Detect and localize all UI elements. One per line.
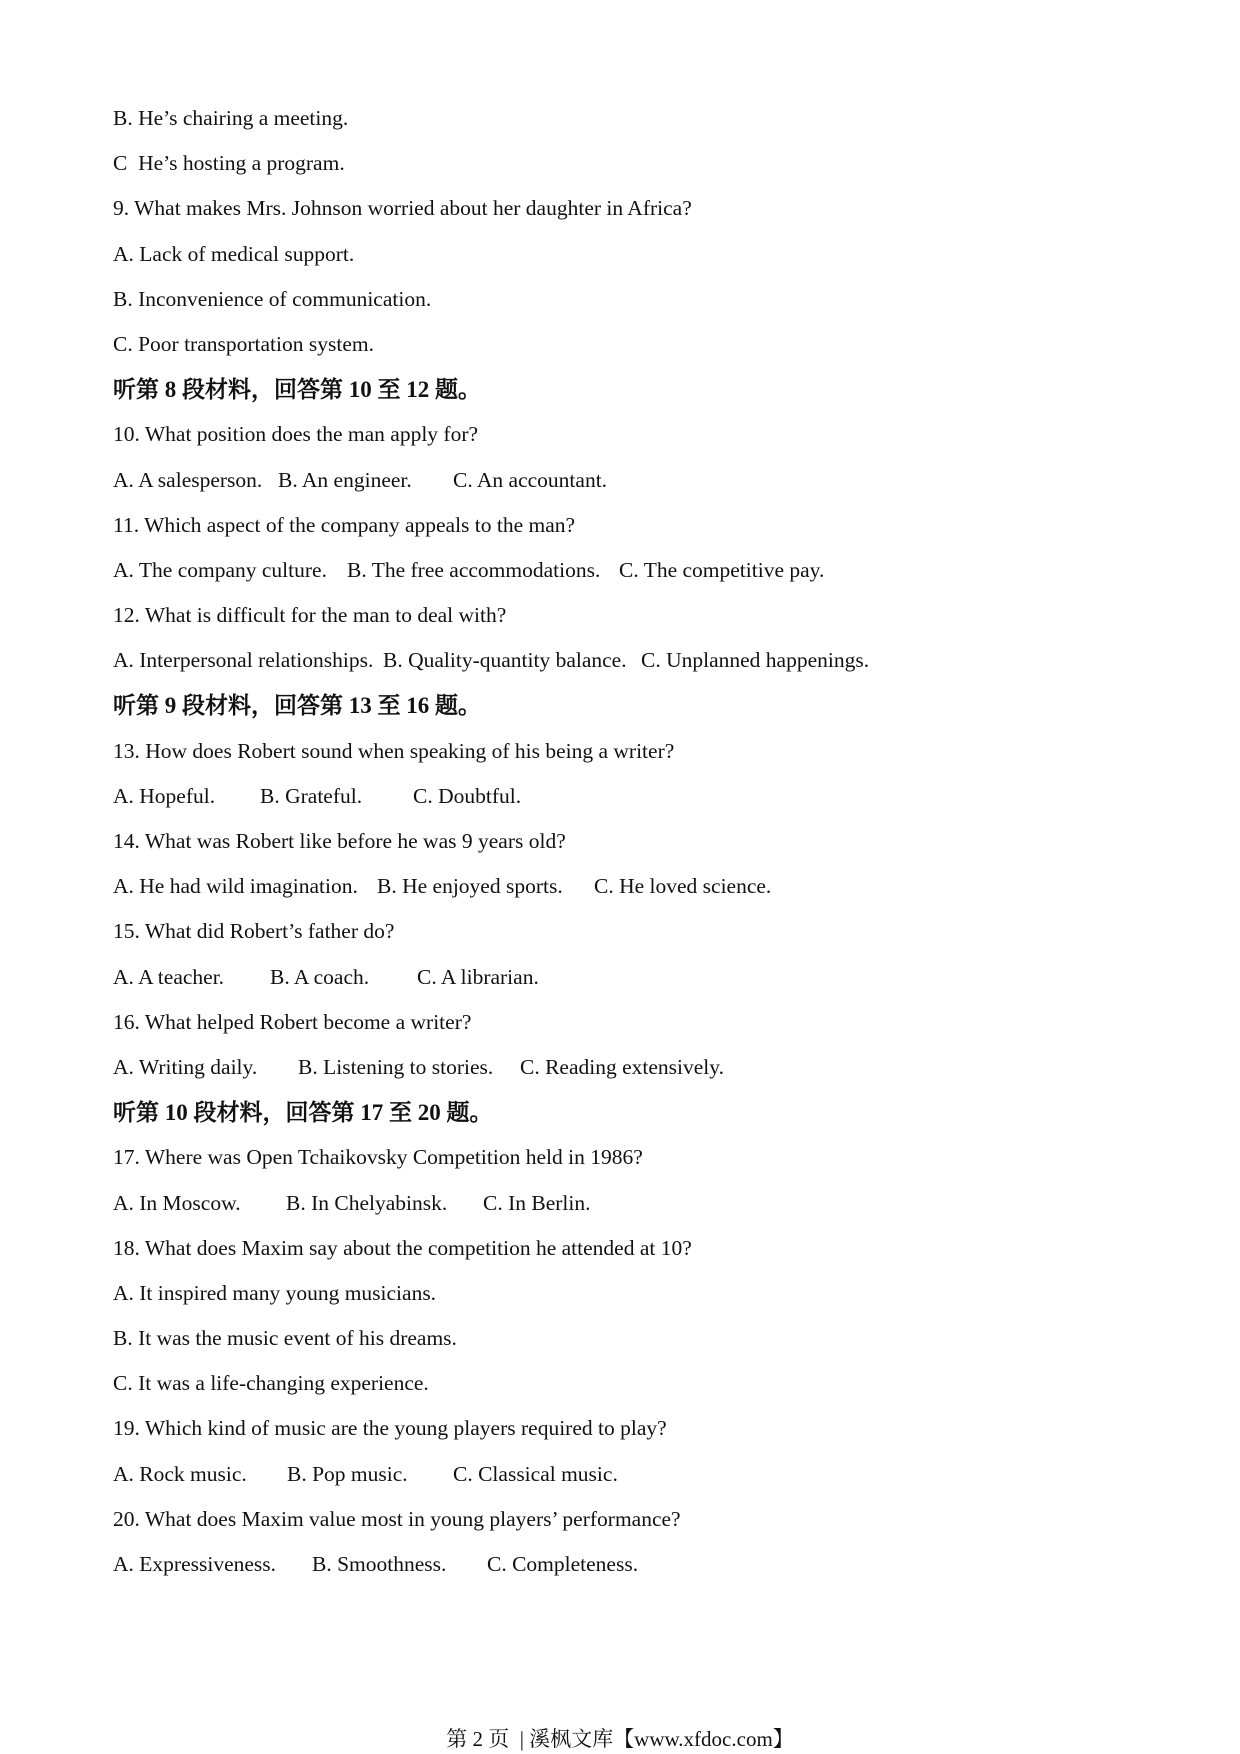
q10-option-b: B. An engineer. (278, 467, 412, 492)
q15-option-a: A. A teacher. (113, 964, 225, 989)
q17-question: 17. Where was Open Tchaikovsky Competition held in 1986? (113, 1145, 643, 1170)
q14-option-a: A. He had wild imagination. (113, 874, 358, 899)
q12-option-b: B. Quality-quantity balance. (383, 648, 627, 673)
q16-options (113, 1045, 1153, 1090)
q12-option-a: A. Interpersonal relationships. (113, 648, 374, 673)
page-footer: 第 2 页 | 溪枫文库【www.xfdoc.com】 (446, 1727, 794, 1751)
q14-option-c: C. He loved science. (594, 874, 772, 899)
q12-options (113, 638, 1153, 683)
q13-option-b: B. Grateful. (260, 783, 363, 808)
q19-option-b: B. Pop music. (287, 1461, 408, 1486)
q15-options (113, 955, 1153, 1000)
section-10-heading: 听第 10 段材料，回答第 17 至 20 题。 (113, 1100, 493, 1126)
q15-option-c: C. A librarian. (417, 964, 539, 989)
q11-question: 11. Which aspect of the company appeals to the man? (113, 512, 576, 537)
q16-option-a: A. Writing daily. (113, 1054, 258, 1079)
q9-question: 9. What makes Mrs. Johnson worried about her daughter in Africa? (113, 196, 692, 221)
q19-option-a: A. Rock music. (113, 1461, 247, 1486)
q12-option-c: C. Unplanned happenings. (641, 648, 870, 673)
q18-option-b: B. It was the music event of his dreams. (113, 1326, 457, 1351)
q10-options (113, 458, 1153, 503)
q20-option-b: B. Smoothness. (312, 1552, 447, 1576)
q11-option-b: B. The free accommodations. (347, 557, 601, 582)
q16-option-c: C. Reading extensively. (520, 1054, 725, 1079)
q17-option-b: B. In Chelyabinsk. (286, 1190, 448, 1215)
q13-question: 13. How does Robert sound when speaking of his being a writer? (113, 738, 675, 763)
section-9-heading: 听第 9 段材料，回答第 13 至 16 题。 (113, 693, 481, 719)
q9-option-a: A. Lack of medical support. (113, 241, 355, 266)
q13-options (113, 774, 1153, 819)
q19-question: 19. Which kind of music are the young players required to play? (113, 1416, 667, 1441)
q16-option-b: B. Listening to stories. (298, 1054, 494, 1079)
q20-question: 20. What does Maxim value most in young players’ performance? (113, 1506, 681, 1531)
q17-options (113, 1181, 1153, 1226)
q11-option-c: C. The competitive pay. (619, 557, 825, 582)
q14-options (113, 864, 1153, 909)
q20-option-c: C. Completeness. (487, 1552, 639, 1576)
q18-option-a: A. It inspired many young musicians. (113, 1280, 437, 1305)
q10-option-a: A. A salesperson. (113, 467, 263, 492)
q20-options (113, 1542, 1153, 1587)
q10-question: 10. What position does the man apply for? (113, 422, 479, 447)
q13-option-c: C. Doubtful. (413, 783, 522, 808)
q10-option-c: C. An accountant. (453, 467, 608, 492)
q18-option-c: C. It was a life-changing experience. (113, 1371, 429, 1396)
q19-option-c: C. Classical music. (453, 1461, 618, 1486)
q13-option-a: A. Hopeful. (113, 783, 216, 808)
q16-question: 16. What helped Robert become a writer? (113, 1009, 472, 1034)
q9-option-c: C. Poor transportation system. (113, 331, 374, 356)
q15-option-b: B. A coach. (270, 964, 370, 989)
q12-question: 12. What is difficult for the man to deal with? (113, 603, 507, 628)
q14-question: 14. What was Robert like before he was 9 years old? (113, 829, 566, 853)
q8-option-b: B. He’s chairing a meeting. (113, 106, 349, 130)
q14-option-b: B. He enjoyed sports. (377, 874, 563, 899)
q9-option-b: B. Inconvenience of communication. (113, 286, 432, 311)
section-8-heading: 听第 8 段材料，回答第 10 至 12 题。 (113, 377, 481, 403)
q19-options (113, 1452, 1153, 1497)
q17-option-c: C. In Berlin. (483, 1190, 591, 1215)
page-content (113, 96, 1153, 1587)
q15-question: 15. What did Robert’s father do? (113, 919, 395, 944)
q11-option-a: A. The company culture. (113, 557, 327, 582)
q20-option-a: A. Expressiveness. (113, 1552, 277, 1576)
q17-option-a: A. In Moscow. (113, 1190, 241, 1215)
q18-question: 18. What does Maxim say about the competition he attended at 10? (113, 1235, 692, 1260)
q8-option-c: C He’s hosting a program. (113, 151, 345, 176)
q11-options (113, 548, 1153, 593)
